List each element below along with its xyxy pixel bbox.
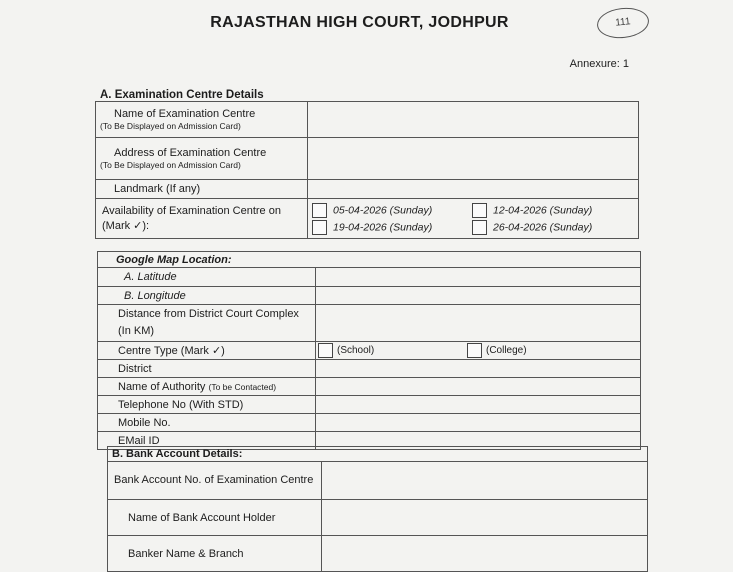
- date-2-checkbox[interactable]: [472, 203, 487, 218]
- mobile-field[interactable]: [316, 414, 641, 432]
- account-holder-label: Name of Bank Account Holder: [108, 500, 322, 536]
- college-checkbox[interactable]: [467, 343, 482, 358]
- label-cell: [96, 138, 308, 180]
- table-row: [98, 396, 641, 414]
- centre-type-options: [316, 342, 641, 360]
- table-row: [98, 287, 641, 305]
- exam-centre-address-field[interactable]: [308, 138, 639, 180]
- latitude-label: A. Latitude: [98, 268, 316, 287]
- table-row: [96, 199, 639, 239]
- label-cell: [96, 180, 308, 199]
- table-row: [96, 102, 639, 138]
- table-row: [98, 378, 641, 396]
- section-a-table: [95, 101, 639, 239]
- availability-options: [308, 199, 639, 239]
- table-row: [108, 536, 648, 572]
- landmark-label: Landmark (If any): [114, 183, 201, 195]
- longitude-label: B. Longitude: [98, 287, 316, 305]
- label-cell: [96, 102, 308, 138]
- table-row: [96, 180, 639, 199]
- authority-label: Name of Authority: [118, 380, 206, 393]
- school-label: (School): [337, 345, 375, 356]
- account-holder-field[interactable]: [322, 500, 648, 536]
- authority-label-cell: [98, 378, 316, 396]
- exam-centre-name-field[interactable]: [308, 102, 639, 138]
- exam-centre-address-label: Address of Examination Centre: [114, 147, 267, 159]
- table-row: [98, 252, 641, 268]
- table-row: [98, 305, 641, 342]
- distance-field[interactable]: [316, 305, 641, 342]
- date-2-label: 12-04-2026 (Sunday): [493, 204, 593, 216]
- annexure-label: Annexure: 1: [569, 58, 629, 70]
- date-4-checkbox[interactable]: [472, 220, 487, 235]
- table-row: [98, 414, 641, 432]
- email-label: EMail ID: [98, 432, 316, 450]
- table-row: [108, 462, 648, 500]
- mobile-label: Mobile No.: [98, 414, 316, 432]
- map-section-heading: Google Map Location:: [98, 252, 641, 268]
- district-field[interactable]: [316, 360, 641, 378]
- section-b-heading: B. Bank Account Details:: [108, 447, 648, 462]
- district-label: District: [98, 360, 316, 378]
- school-checkbox[interactable]: [318, 343, 333, 358]
- availability-label: Availability of Examination Centre on (Mark ✓):: [96, 199, 308, 239]
- date-3-checkbox[interactable]: [312, 220, 327, 235]
- authority-note: (To be Contacted): [208, 381, 277, 392]
- bank-details-table: [107, 446, 648, 572]
- document-title: RAJASTHAN HIGH COURT, JODHPUR: [210, 14, 509, 31]
- exam-centre-address-note: (To Be Displayed on Admission Card): [100, 160, 241, 170]
- table-row: [108, 447, 648, 462]
- date-1-label: 05-04-2026 (Sunday): [333, 204, 433, 216]
- distance-label: Distance from District Court Complex (In KM): [98, 305, 316, 342]
- landmark-field[interactable]: [308, 180, 639, 199]
- exam-centre-name-label: Name of Examination Centre: [114, 108, 256, 120]
- telephone-field[interactable]: [316, 396, 641, 414]
- college-label: (College): [486, 345, 527, 356]
- table-row: [108, 500, 648, 536]
- page-number-stamp: 111: [596, 5, 651, 40]
- section-a-heading: A. Examination Centre Details: [100, 89, 264, 101]
- latitude-field[interactable]: [316, 268, 641, 287]
- exam-centre-name-note: (To Be Displayed on Admission Card): [100, 121, 241, 131]
- account-no-field[interactable]: [322, 462, 648, 500]
- date-1-checkbox[interactable]: [312, 203, 327, 218]
- date-4-label: 26-04-2026 (Sunday): [493, 221, 593, 233]
- banker-label: Banker Name & Branch: [108, 536, 322, 572]
- account-no-label: Bank Account No. of Examination Centre: [108, 462, 322, 500]
- banker-field[interactable]: [322, 536, 648, 572]
- date-3-label: 19-04-2026 (Sunday): [333, 221, 433, 233]
- centre-type-label: Centre Type (Mark ✓): [98, 342, 316, 360]
- authority-field[interactable]: [316, 378, 641, 396]
- table-row: [98, 342, 641, 360]
- table-row: [98, 268, 641, 287]
- telephone-label: Telephone No (With STD): [98, 396, 316, 414]
- map-location-table: [97, 251, 641, 450]
- table-row: [98, 360, 641, 378]
- longitude-field[interactable]: [316, 287, 641, 305]
- table-row: [96, 138, 639, 180]
